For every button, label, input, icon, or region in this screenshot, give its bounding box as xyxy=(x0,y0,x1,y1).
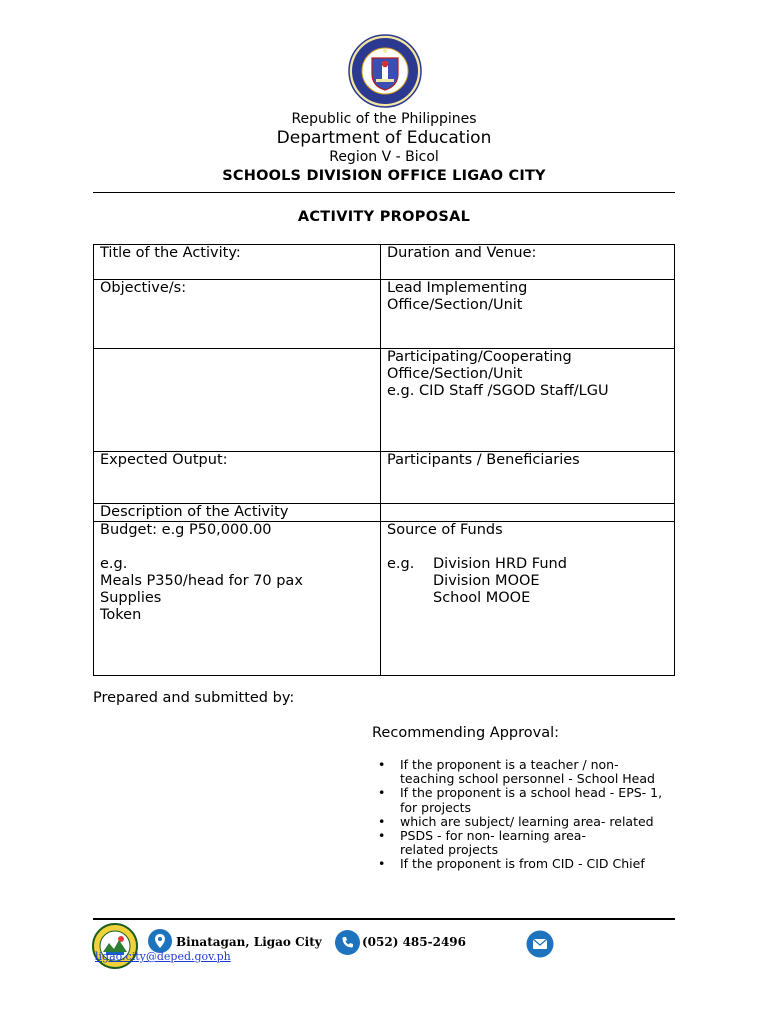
footer-phone: (052) 485-2496 xyxy=(362,935,467,949)
phone-icon xyxy=(335,930,360,955)
region-label: Region V - Bicol xyxy=(329,149,439,165)
republic-label: Republic of the Philippines xyxy=(291,111,477,127)
participating-office-cell[interactable]: Participating/Cooperating Office/Section/Unit e.g. CID Staff /SGOD Staff/LGU xyxy=(381,349,675,452)
document-title: ACTIVITY PROPOSAL xyxy=(297,209,471,225)
description-cell[interactable]: Description of the Activity xyxy=(94,504,381,522)
list-item: • If the proponent is from CID - CID Chief xyxy=(378,856,645,872)
budget-cell[interactable]: Budget: e.g P50,000.00 e.g. Meals P350/head for 70 pax Supplies Token xyxy=(94,522,381,676)
list-item: • If the proponent is a teacher / non- teaching school personnel - School Head xyxy=(378,757,655,787)
source-of-funds-cell[interactable]: Source of Funds e.g. Division HRD Fund Division MOOE School MOOE xyxy=(381,522,675,676)
footer-address: Binatagan, Ligao City xyxy=(176,935,322,949)
title-of-activity-cell[interactable]: Title of the Activity: xyxy=(94,245,381,280)
department-label: Department of Education xyxy=(276,128,492,148)
footer-email-link[interactable]: ligao.city@deped.gov.ph xyxy=(95,950,231,963)
recommending-list xyxy=(378,758,678,872)
header-divider xyxy=(93,192,675,193)
recommending-approval-label: Recommending Approval: xyxy=(372,725,560,741)
expected-output-cell[interactable]: Expected Output: xyxy=(94,452,381,504)
objectives-cell[interactable]: Objective/s: xyxy=(94,280,381,349)
list-item: • If the proponent is a school head - EPS- 1, for projects xyxy=(378,785,663,815)
description-right-cell[interactable] xyxy=(381,504,675,522)
email-icon[interactable] xyxy=(526,930,554,958)
office-label: SCHOOLS DIVISION OFFICE LIGAO CITY xyxy=(222,168,546,184)
participants-cell[interactable]: Participants / Beneficiaries xyxy=(381,452,675,504)
objectives-continued-cell[interactable] xyxy=(94,349,381,452)
list-item: • which are subject/ learning area- related xyxy=(378,813,654,829)
prepared-by-label: Prepared and submitted by: xyxy=(93,690,295,706)
deped-seal-logo xyxy=(348,34,422,108)
footer-divider xyxy=(93,918,675,920)
duration-venue-cell[interactable]: Duration and Venue: xyxy=(381,245,675,280)
proposal-table xyxy=(93,244,675,676)
list-item: • PSDS - for non- learning area- related projects xyxy=(378,828,586,858)
lead-implementing-cell[interactable]: Lead Implementing Office/Section/Unit xyxy=(381,280,675,349)
